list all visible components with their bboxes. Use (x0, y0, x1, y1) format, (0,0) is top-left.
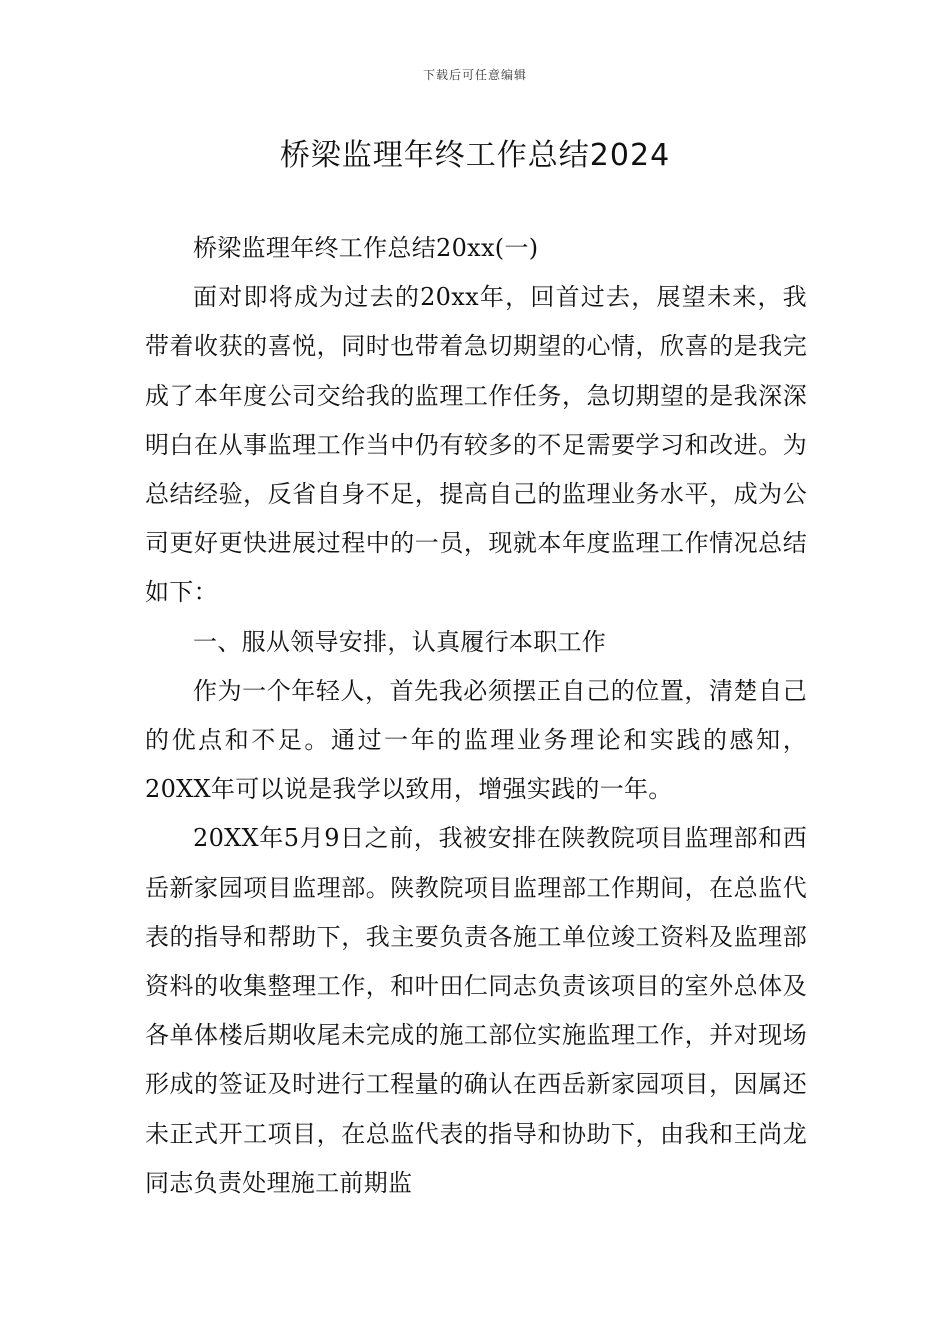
section-heading: 一、服从领导安排，认真履行本职工作 (193, 627, 607, 656)
section-subtitle: 桥梁监理年终工作总结20xx(一) (193, 234, 539, 262)
header-note: 下载后可任意编辑 (422, 68, 527, 82)
document-title: 桥梁监理年终工作总结2024 (279, 138, 671, 173)
paragraph-self-assessment: 作为一个年轻人，首先我必须摆正自己的位置，清楚自己的优点和不足。通过一年的监理业务理论和实践的感知，20XX年可以说是我学以致用，增强实践的一年。 (145, 676, 807, 804)
paragraph-project-work: 20XX年5月9日之前，我被安排在陕教院项目监理部和西岳新家园项目监理部。陕教院项目监理部工作期间，在总监代表的指导和帮助下，我主要负责各施工单位竣工资料及监理部资料的收集整理工作，和叶田仁同志负责该项目的室外总体及各单体楼后期收尾未完成的施工部位实施监理工作，并对现场形成的签证及时进行工程量的确认在西岳新家园项目，因属还未正式开工项目，在总监代表的指导和协助下，由我和王尚龙同志负责处理施工前期监 (145, 824, 807, 1197)
paragraph-intro: 面对即将成为过去的20xx年，回首过去，展望未来，我带着收获的喜悦，同时也带着急切期望的心情，欣喜的是我完成了本年度公司交给我的监理工作任务，急切期望的是我深深明白在从事监理工作当中仍有较多的不足需要学习和改进。为总结经验，反省自身不足，提高自己的监理业务水平，成为公司更好更快进展过程中的一员，现就本年度监理工作情况总结如下： (145, 283, 807, 607)
document-body (145, 224, 807, 1208)
